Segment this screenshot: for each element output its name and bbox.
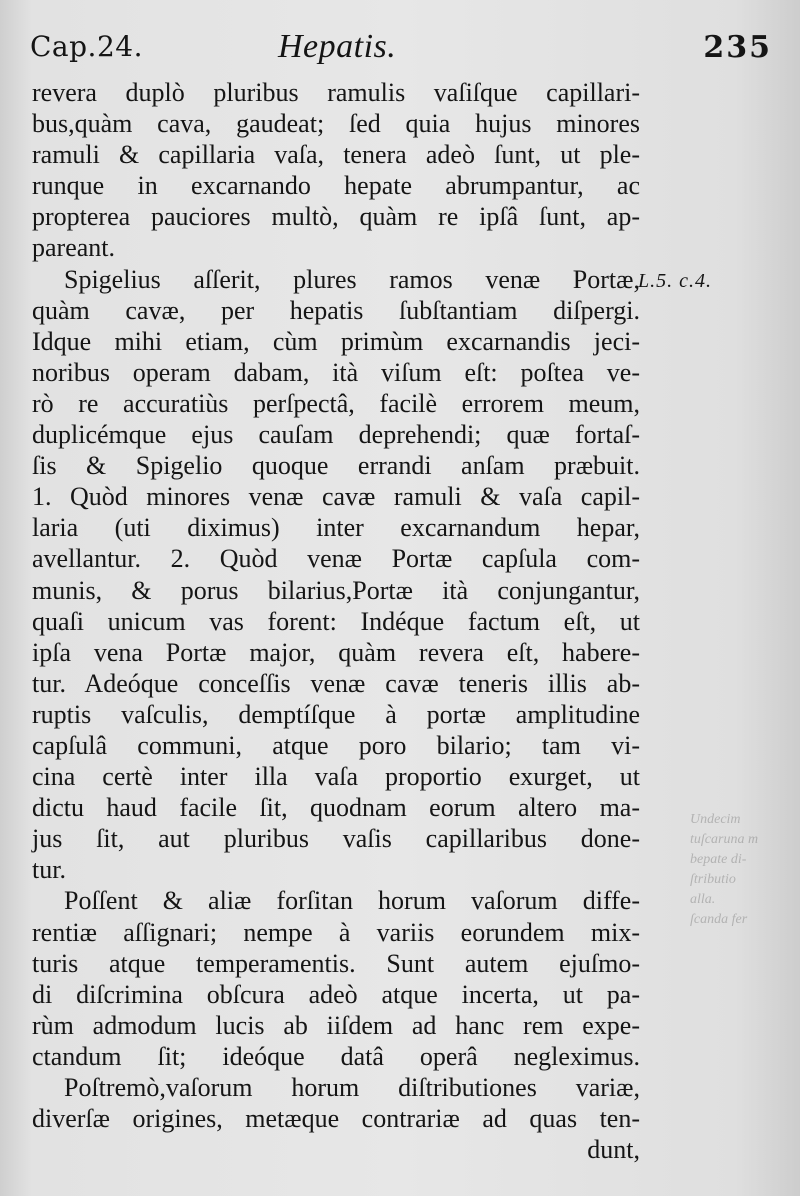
text-line: pareant. [32,233,116,263]
text-line: tur. Adeóque conceſſis venæ cavæ teneris illis ab- [32,668,640,698]
chapter-label: Cap.24. [30,30,143,63]
body-text [32,77,640,1165]
text-line: ipſa vena Portæ major, quàm revera eſt, habere- [32,637,640,667]
text-line: 1. Quòd minores venæ cavæ ramuli & vaſa capil- [32,482,640,512]
text-line: bus,quàm cava, gaudeat; ſed quia hujus minores [32,109,640,139]
text-line: Poſtremò,vaſorum horum diſtributiones variæ, [64,1073,640,1102]
text-line: ctandum ſit; ideóque datâ operâ negleximus. [32,1041,640,1071]
text-line: avellantur. 2. Quòd venæ Portæ capſula com- [32,544,640,574]
text-line: Poſſent & aliæ forſitan horum vaſorum diffe- [64,886,640,916]
text-line: dictu haud facile ſit, quodnam eorum altero ma- [32,793,640,823]
text-line: quàm cavæ, per hepatis ſubſtantiam diſpergi. [32,295,640,325]
text-line: runque in excarnando hepate abrumpantur, ac [32,171,640,201]
text-line: capſulâ communi, atque poro bilario; tam vi- [32,730,640,760]
text-line: dunt, [587,1135,640,1165]
text-line: cina certè inter illa vaſa proportio exurget, ut [32,762,640,792]
running-title: Hepatis. [278,28,397,65]
show-through-line: Undecim [690,812,741,827]
show-through-text [690,810,790,930]
text-line: laria (uti diximus) inter excarnandum hepar, [32,513,640,543]
text-line: ramuli & capillaria vaſa, tenera adeò ſunt, ut ple- [32,140,640,170]
text-line: quaſi unicum vas forent: Indéque factum eſt, ut [32,606,640,636]
show-through-line: ſcanda fer [690,912,748,927]
page-header [30,28,772,68]
text-line: munis, & porus bilarius,Portæ ità conjungantur, [32,575,640,605]
text-line: ruptis vaſculis, demptíſque à portæ amplitudine [32,699,640,729]
text-line: diverſæ origines, metæque contrariæ ad quas ten- [32,1104,640,1134]
text-line: turis atque temperamentis. Sunt autem ejuſmo- [32,948,640,978]
show-through-line: alla. [690,892,716,907]
text-line: noribus operam dabam, ità viſum eſt: poſtea ve- [32,357,640,387]
show-through-line: tuſcaruna m [690,832,759,847]
page-number: 235 [703,30,772,65]
text-line: tur. [32,855,66,885]
text-line: di diſcrimina obſcura adeò atque incerta, ut pa- [32,979,640,1009]
show-through-line: bepate di- [690,852,747,867]
text-line: duplicémque ejus cauſam deprehendi; quæ fortaſ- [32,420,640,450]
text-line: Idque mihi etiam, cùm primùm excarnandis jeci- [32,326,640,356]
margin-note: L.5. c.4. [638,270,712,292]
text-line: rentiæ aſſignari; nempe à variis eorundem mix- [32,917,640,947]
text-line: propterea pauciores multò, quàm re ipſâ ſunt, ap- [32,202,640,232]
text-line: rùm admodum lucis ab iiſdem ad hanc rem expe- [32,1010,640,1040]
text-line: rò re accuratiùs perſpectâ, facilè errorem meum, [32,388,640,418]
text-line: ſis & Spigelio quoque errandi anſam præbuit. [32,451,640,481]
text-line: Spigelius aſſerit, plures ramos venæ Portæ, [64,264,640,294]
text-line: jus ſit, aut pluribus vaſis capillaribus done- [32,824,640,854]
show-through-line: ſtributio [690,872,736,887]
text-line: revera duplò pluribus ramulis vaſiſque capillari- [32,78,640,107]
